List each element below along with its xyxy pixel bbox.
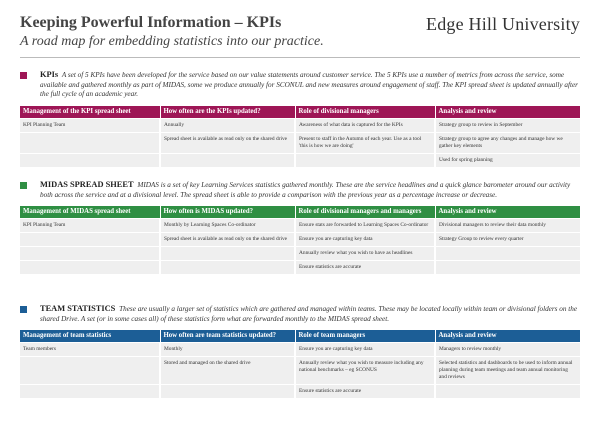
- table-cell: [20, 261, 160, 275]
- kpi-col-role: Role of divisional managers: [295, 106, 435, 119]
- midas-table-header: [20, 206, 580, 219]
- team-intro: [20, 304, 580, 324]
- team-table-header: [20, 330, 580, 343]
- table-cell: Spread sheet is available as read only on the shared drive: [160, 132, 295, 153]
- table-cell: Ensure stats are forwarded to Learning Spaces Co-ordinator: [295, 219, 435, 233]
- table-cell: [20, 233, 160, 247]
- team-table: [20, 330, 580, 398]
- team-col-management: Management of team statistics: [20, 330, 160, 343]
- team-col-frequency: How often are team statistics updated?: [160, 330, 295, 343]
- table-cell: [435, 385, 580, 399]
- table-cell: [20, 357, 160, 385]
- table-cell: KPI Planning Team: [20, 219, 160, 233]
- table-cell: [20, 247, 160, 261]
- kpi-table-header: [20, 106, 580, 119]
- table-row: [20, 357, 580, 385]
- table-cell: Selected statistics and dashboards to be used to inform annual planning during team meetings and team annual monitoring and reviews: [435, 357, 580, 385]
- table-cell: Ensure statistics are accurate: [295, 261, 435, 275]
- team-bullet-square: [20, 306, 27, 313]
- table-cell: KPI Planning Team: [20, 118, 160, 132]
- table-cell: Monthly by Learning Spaces Co-ordinator: [160, 219, 295, 233]
- table-cell: [435, 261, 580, 275]
- team-col-role: Role of team managers: [295, 330, 435, 343]
- table-cell: [435, 247, 580, 261]
- table-row: [20, 219, 580, 233]
- table-row: [20, 247, 580, 261]
- midas-col-management: Management of MIDAS spread sheet: [20, 206, 160, 219]
- university-logo: Edge Hill University: [426, 14, 580, 34]
- kpi-intro: [20, 70, 580, 100]
- kpi-col-analysis: Analysis and review: [435, 106, 580, 119]
- table-cell: Ensure statistics are accurate: [295, 385, 435, 399]
- kpi-table: [20, 106, 580, 167]
- midas-col-role: Role of divisional managers and managers: [295, 206, 435, 219]
- midas-col-analysis: Analysis and review: [435, 206, 580, 219]
- table-row: [20, 343, 580, 357]
- midas-table: [20, 206, 580, 274]
- table-cell: Team members: [20, 343, 160, 357]
- table-cell: Divisional managers to review their data monthly: [435, 219, 580, 233]
- table-cell: Ensure you are capturing key data: [295, 233, 435, 247]
- page-title: Keeping Powerful Information – KPIs: [20, 14, 282, 31]
- midas-intro: [20, 180, 580, 200]
- table-cell: [20, 132, 160, 153]
- team-section: [20, 304, 580, 398]
- team-lead: TEAM STATISTICS: [40, 304, 116, 313]
- table-cell: [160, 153, 295, 167]
- midas-description: MIDAS is a set of key Learning Services statistics gathered monthly. These are the service headlines and a quick glance barometer around our activity both across the service and at a divisional level. The spread sheet is able to provide a comparison with the previous year as a percentage increase or decrease.: [40, 181, 571, 199]
- kpi-description: A set of 5 KPIs have been developed for the service based on our value statements around customer service. The 5 KPIs use a number of metrics from across the service, some available and gathered monthly as part of MIDAS, some we produce annually for SCONUL and new measures around engagement of staff. The KPI spread sheet is updated annually after the full cycle of an academic year.: [40, 71, 578, 99]
- table-cell: [20, 153, 160, 167]
- table-cell: Annually review what you wish to measure including any national benchmarks – eg SCONUS: [295, 357, 435, 385]
- table-cell: [160, 261, 295, 275]
- table-row: [20, 233, 580, 247]
- midas-col-frequency: How often is MIDAS updated?: [160, 206, 295, 219]
- midas-bullet-square: [20, 182, 27, 189]
- table-row: [20, 118, 580, 132]
- table-row: [20, 132, 580, 153]
- kpi-col-management: Management of the KPI spread sheet: [20, 106, 160, 119]
- table-row: [20, 261, 580, 275]
- table-cell: Ensure you are capturing key data: [295, 343, 435, 357]
- team-col-analysis: Analysis and review: [435, 330, 580, 343]
- table-cell: Annually review what you wish to have as headlines: [295, 247, 435, 261]
- table-cell: Annually: [160, 118, 295, 132]
- table-cell: Strategy Group to review every quarter: [435, 233, 580, 247]
- team-description: These are usually a larger set of statistics which are gathered and managed within teams. These may be located locally within team or divisional folders on the shared Drive. A set (or in some cases all) of these statistics form what are forwarded monthly to the MIDAS spread sheet.: [40, 305, 578, 323]
- table-cell: Spread sheet is available as read only on the shared drive: [160, 233, 295, 247]
- kpi-col-frequency: How often are the KPIs updated?: [160, 106, 295, 119]
- table-cell: Present to staff in the Autumn of each year. Use as a tool 'this is how we are doing': [295, 132, 435, 153]
- table-cell: Awareness of what data is captured for the KPIs: [295, 118, 435, 132]
- table-cell: Managers to review monthly: [435, 343, 580, 357]
- table-cell: Strategy group to agree any changes and manage how we gather key elements: [435, 132, 580, 153]
- table-cell: [295, 153, 435, 167]
- table-cell: Strategy group to review in September: [435, 118, 580, 132]
- table-cell: Used for spring planning: [435, 153, 580, 167]
- midas-section: [20, 180, 580, 274]
- table-cell: Stored and managed on the shared drive: [160, 357, 295, 385]
- header-divider: [20, 57, 580, 58]
- kpi-bullet-square: [20, 72, 27, 79]
- midas-lead: MIDAS SPREAD SHEET: [40, 180, 134, 189]
- table-row: [20, 153, 580, 167]
- table-cell: [160, 247, 295, 261]
- table-cell: [20, 385, 160, 399]
- table-cell: [160, 385, 295, 399]
- kpi-lead: KPIs: [40, 70, 59, 79]
- table-cell: Monthly: [160, 343, 295, 357]
- table-row: [20, 385, 580, 399]
- kpi-section: [20, 70, 580, 167]
- page-header: [20, 14, 580, 50]
- page-subtitle: A road map for embedding statistics into our practice.: [20, 34, 324, 49]
